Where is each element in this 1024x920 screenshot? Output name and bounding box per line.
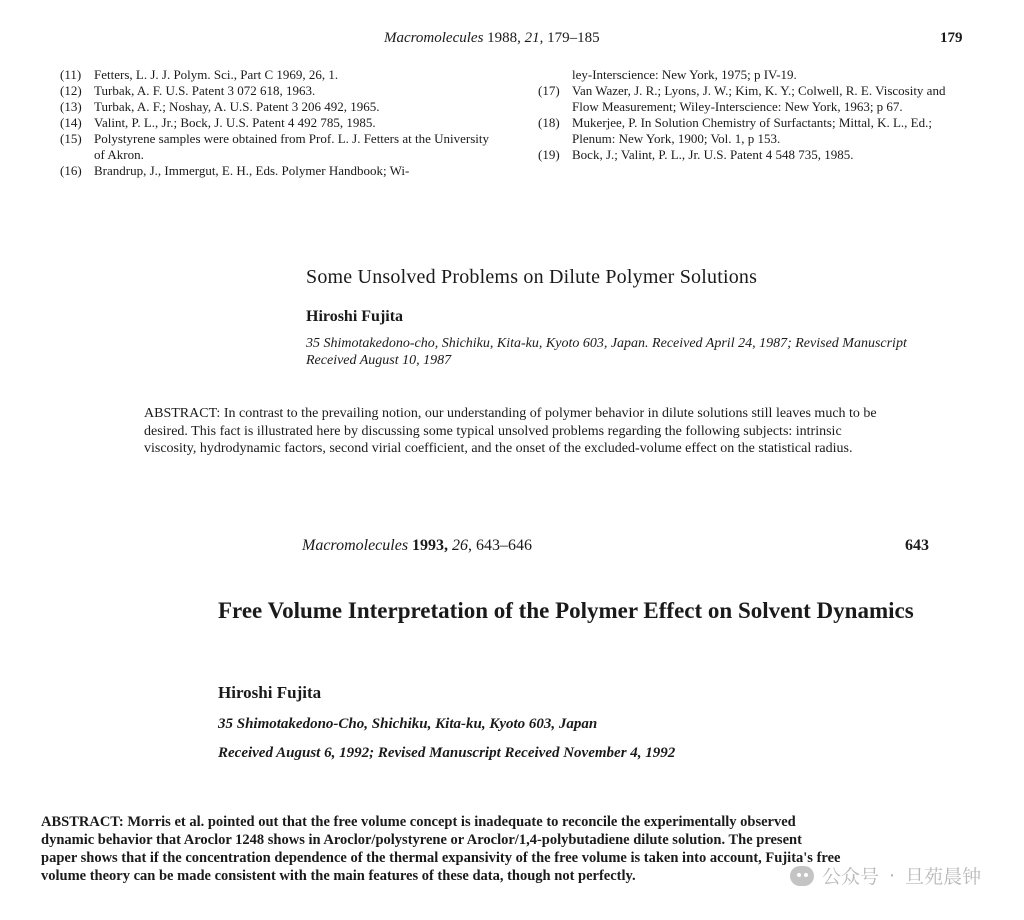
page2-affiliation: 35 Shimotakedono-Cho, Shichiku, Kita-ku, Kyoto 603, Japan	[218, 716, 598, 732]
reference-item: (18) Mukerjee, P. In Solution Chemistry of Surfactants; Mittal, K. L., Ed.; Plenum: New York, 1900; Vol. 1, p 153.	[538, 115, 932, 146]
reference-item: (14) Valint, P. L., Jr.; Bock, J. U.S. Patent 4 492 785, 1985.	[60, 115, 376, 130]
page2-author: Hiroshi Fujita	[218, 683, 322, 702]
page1-page-number: 179	[940, 30, 963, 46]
reference-item: (17) Van Wazer, J. R.; Lyons, J. W.; Kim, K. Y.; Colwell, R. E. Viscosity and Flow Measurement; Wiley-Interscience: New York, 1963; p 67.	[538, 83, 946, 114]
page2-page-number: 643	[905, 537, 929, 554]
page1-references-right	[538, 67, 968, 163]
watermark	[790, 862, 981, 889]
page2-title: Free Volume Interpretation of the Polymer Effect on Solvent Dynamics	[218, 598, 914, 623]
page1-affiliation: 35 Shimotakedono-cho, Shichiku, Kita-ku, Kyoto 603, Japan. Received April 24, 1987; Revised Manuscript Received August 10, 1987	[306, 336, 907, 368]
page1-header	[0, 30, 1024, 50]
page1-abstract: ABSTRACT: In contrast to the prevailing notion, our understanding of polymer behavior in dilute solutions still leaves much to be desired. This fact is illustrated here by discussing some typical unsolved problems regarding the following subjects: intrinsic viscosity, hydrodynamic factors, second virial coefficient, and the onset of the excluded-volume effect on the statistical radius.	[144, 406, 877, 456]
watermark-left-text: 公众号	[822, 866, 880, 888]
watermark-separator: ·	[889, 864, 896, 887]
reference-item: ley-Interscience: New York, 1975; p IV-19.	[572, 67, 797, 82]
reference-item: (19) Bock, J.; Valint, P. L., Jr. U.S. Patent 4 548 735, 1985.	[538, 147, 854, 162]
watermark-right-text: 旦苑晨钟	[905, 866, 982, 888]
page2-journal-citation: Macromolecules 1993, 26, 643–646	[302, 537, 533, 554]
reference-item: (13) Turbak, A. F.; Noshay, A. U.S. Patent 3 206 492, 1965.	[60, 99, 380, 114]
wechat-icon	[790, 866, 814, 886]
page2-received-dates: Received August 6, 1992; Revised Manuscript Received November 4, 1992	[218, 745, 676, 761]
page1-author: Hiroshi Fujita	[306, 308, 404, 325]
page1-journal-citation: Macromolecules 1988, 21, 179–185	[384, 30, 600, 46]
reference-item: (12) Turbak, A. F. U.S. Patent 3 072 618, 1963.	[60, 83, 316, 98]
reference-item: (11) Fetters, L. J. J. Polym. Sci., Part C 1969, 26, 1.	[60, 67, 339, 82]
page1-references-left	[60, 67, 490, 179]
reference-item: (15) Polystyrene samples were obtained from Prof. L. J. Fetters at the University of Akron.	[60, 131, 489, 162]
page1-title: Some Unsolved Problems on Dilute Polymer Solutions	[306, 266, 758, 288]
reference-item: (16) Brandrup, J., Immergut, E. H., Eds. Polymer Handbook; Wi-	[60, 163, 410, 178]
page2-abstract: ABSTRACT: Morris et al. pointed out that the free volume concept is inadequate to reconcile the experimentally observed dynamic behavior that Aroclor 1248 shows in Aroclor/polystyrene or Aroclor/1,4-polybutadiene dilute solution. The present paper shows that if the concentration dependence of the thermal expansivity of the free volume is taken into account, Fujita's free volume theory can be made consistent with the main features of these data, though not perfectly.	[41, 814, 841, 884]
